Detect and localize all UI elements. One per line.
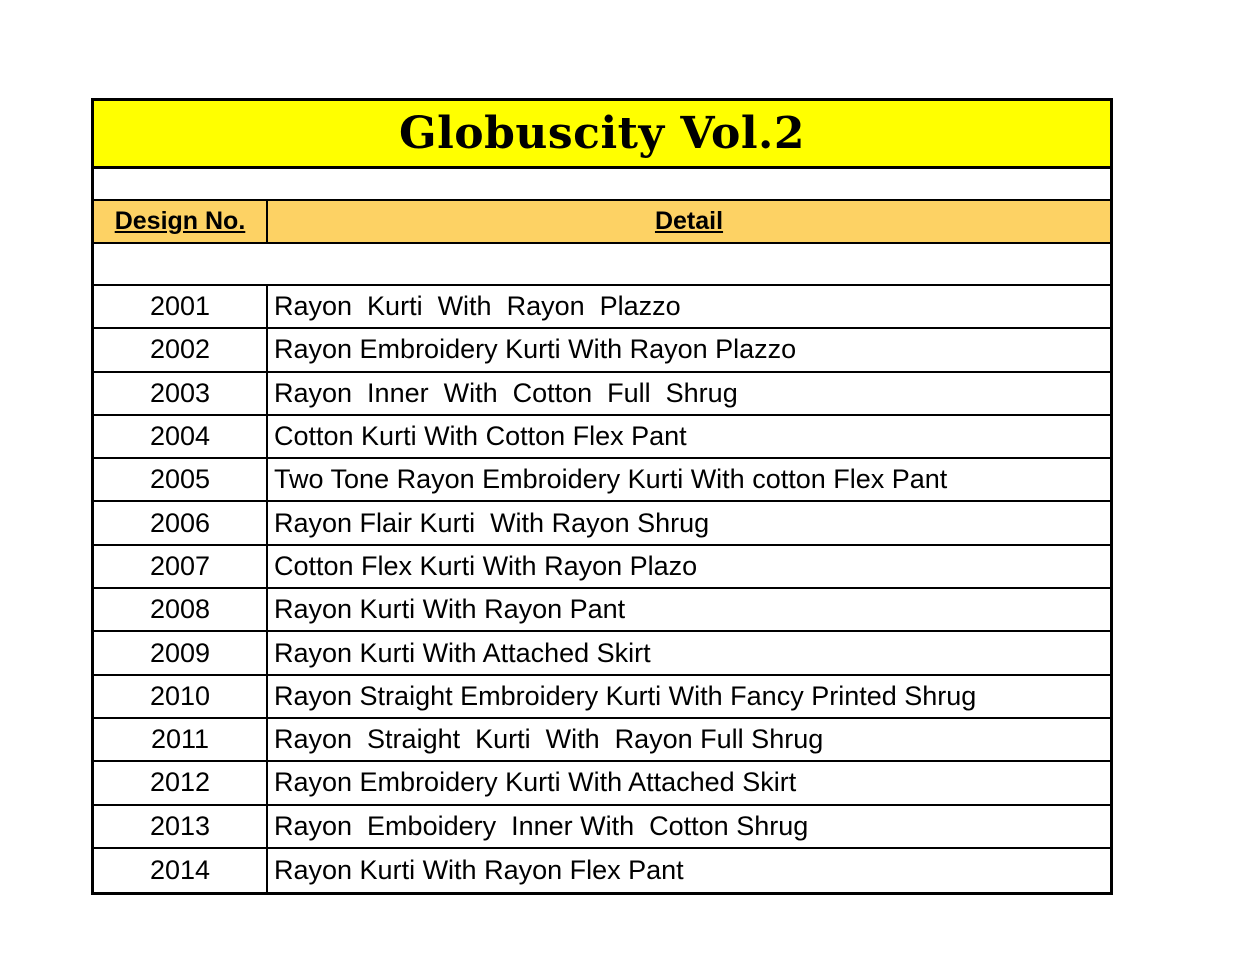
design-no-cell: 2001 [94, 286, 268, 327]
detail-cell: Rayon Embroidery Kurti With Rayon Plazzo [274, 334, 797, 365]
table-row [94, 416, 1110, 459]
design-no-cell: 2013 [94, 806, 268, 847]
header-detail-label: Detail [654, 207, 724, 235]
detail-cell: Rayon Kurti With Rayon Flex Pant [274, 855, 684, 885]
detail-cell: Rayon Flair Kurti With Rayon Shrug [274, 507, 710, 538]
design-no-cell: 2003 [94, 373, 268, 414]
header-cell-detail [268, 201, 1110, 242]
detail-cell: Rayon Straight Kurti With Rayon Full Shrug [274, 724, 824, 755]
table-header [94, 201, 1110, 244]
design-no-cell: 2009 [94, 632, 268, 673]
design-no-cell: 2011 [94, 719, 268, 760]
design-no-cell: 2005 [94, 459, 268, 500]
design-no-cell: 2012 [94, 762, 268, 803]
design-no-cell: 2004 [94, 416, 268, 457]
table-row [94, 632, 1110, 675]
table-row [94, 589, 1110, 632]
table-row [94, 329, 1110, 372]
header-design-no-label: Design No. [114, 207, 246, 235]
detail-cell: Two Tone Rayon Embroidery Kurti With cotton Flex Pant [274, 464, 948, 495]
table-row [94, 459, 1110, 502]
header-cell-design-no [94, 201, 268, 242]
design-no-cell: 2014 [94, 849, 268, 892]
design-no-cell: 2002 [94, 329, 268, 370]
table-row [94, 762, 1110, 805]
detail-cell: Rayon Inner With Cotton Full Shrug [274, 377, 738, 408]
catalog-table [91, 98, 1113, 895]
table-body [94, 286, 1110, 892]
design-no-cell: 2006 [94, 502, 268, 543]
title-bar [94, 101, 1110, 169]
detail-cell: Rayon Kurti With Attached Skirt [274, 637, 651, 668]
spacer-row [94, 244, 1110, 286]
design-no-cell: 2010 [94, 676, 268, 717]
blank-row [94, 169, 1110, 201]
table-row [94, 373, 1110, 416]
detail-cell: Cotton Kurti With Cotton Flex Pant [274, 421, 687, 452]
table-row [94, 676, 1110, 719]
page-title: Globuscity Vol.2 [399, 108, 805, 159]
detail-cell: Rayon Embroidery Kurti With Attached Skirt [274, 767, 797, 798]
detail-cell: Rayon Emboidery Inner With Cotton Shrug [274, 810, 809, 841]
table-row [94, 286, 1110, 329]
table-row [94, 546, 1110, 589]
table-row [94, 502, 1110, 545]
table-row [94, 806, 1110, 849]
design-no-cell: 2008 [94, 589, 268, 630]
detail-cell: Cotton Flex Kurti With Rayon Plazo [274, 550, 698, 581]
table-row [94, 849, 1110, 892]
detail-cell: Rayon Straight Embroidery Kurti With Fancy Printed Shrug [274, 680, 977, 711]
table-row [94, 719, 1110, 762]
detail-cell: Rayon Kurti With Rayon Pant [274, 594, 626, 625]
design-no-cell: 2007 [94, 546, 268, 587]
detail-cell: Rayon Kurti With Rayon Plazzo [274, 291, 681, 322]
